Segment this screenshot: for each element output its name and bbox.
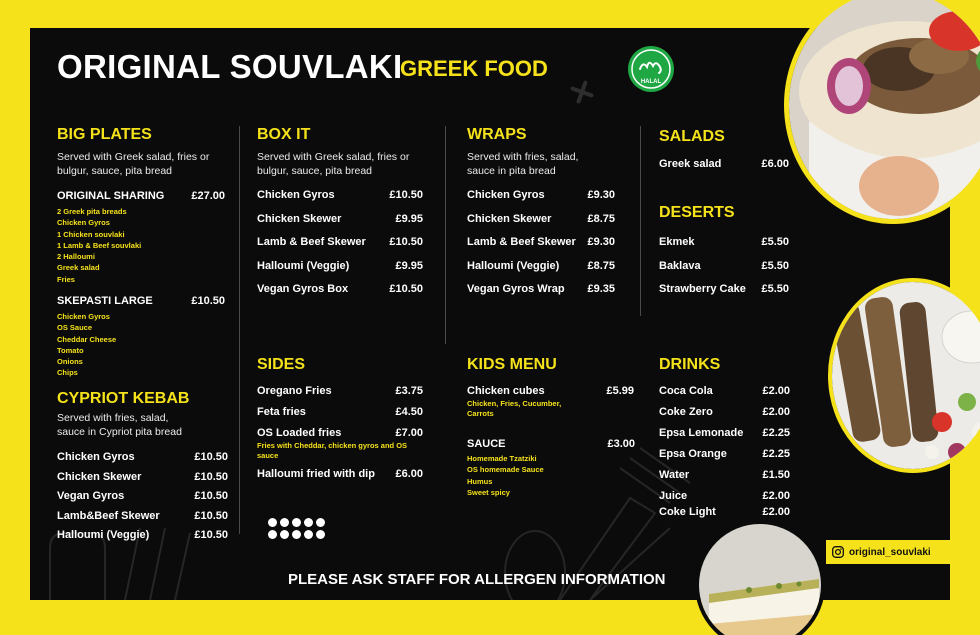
instagram-handle-text: original_souvlaki (849, 546, 931, 558)
salads-title: SALADS (659, 128, 725, 145)
item-name: Oregano Fries (257, 385, 332, 397)
menu-row (467, 283, 615, 307)
box-it-description: Served with Greek salad, fries or bulgur, sauce, pita bread (257, 151, 410, 177)
page-title: ORIGINAL SOUVLAKI (57, 48, 403, 85)
item-price: £2.00 (762, 506, 790, 518)
menu-row (659, 506, 790, 522)
menu-row (257, 406, 423, 427)
item-name: Strawberry Cake (659, 283, 746, 295)
cypriot-kebab-description: Served with fries, salad, sauce in Cypriot pita bread (57, 412, 182, 438)
sides-title: SIDES (257, 356, 306, 373)
column-divider (640, 126, 641, 316)
item-name: Vegan Gyros Box (257, 283, 349, 295)
plus-decoration-icon (569, 79, 595, 105)
menu-row (57, 529, 228, 549)
item-contents (57, 311, 225, 379)
item-name: Coke Light (659, 506, 716, 518)
box-it-title: BOX IT (257, 126, 311, 143)
item-name: Coke Zero (659, 406, 713, 418)
item-name: Coca Cola (659, 385, 713, 397)
content-line: 1 Chicken souvlaki (57, 229, 125, 239)
deserts-list (659, 236, 789, 307)
item-name: Epsa Orange (659, 448, 727, 460)
item-name: Chicken Skewer (57, 470, 142, 483)
item-contents (467, 453, 635, 498)
menu-row (467, 438, 635, 453)
kids-menu-list (467, 385, 634, 418)
item-price: £27.00 (191, 190, 225, 202)
menu-row (659, 236, 789, 260)
item-price: £10.50 (389, 189, 423, 201)
menu-row (659, 406, 790, 427)
item-price: £9.35 (587, 283, 615, 295)
menu-row (467, 236, 615, 260)
item-price: £2.00 (762, 406, 790, 418)
menu-row (57, 490, 228, 510)
menu-row (467, 260, 615, 284)
big-plates-item (57, 295, 225, 379)
box-it-list (257, 189, 423, 307)
item-price: £10.50 (194, 451, 228, 463)
item-price: £3.00 (607, 438, 635, 450)
item-name: Halloumi (Veggie) (467, 259, 560, 272)
item-price: £10.50 (194, 509, 228, 522)
menu-row (467, 189, 615, 213)
item-price: £4.50 (395, 406, 423, 418)
content-line: OS Sauce (57, 323, 93, 333)
item-price: £9.95 (395, 212, 423, 225)
item-price: £10.50 (389, 283, 423, 295)
wraps-list (467, 189, 615, 307)
big-plates-title: BIG PLATES (57, 126, 152, 143)
content-line: 2 Halloumi (57, 252, 95, 262)
instagram-icon (832, 546, 844, 558)
halal-label: HALAL (640, 79, 662, 85)
item-price: £2.25 (762, 448, 790, 460)
kids-menu-title: KIDS MENU (467, 356, 557, 373)
item-price: £5.50 (761, 283, 789, 295)
item-name: Halloumi fried with dip (257, 468, 375, 480)
content-line: 2 Greek pita breads (57, 207, 127, 216)
item-price: £10.50 (194, 470, 228, 483)
content-line: Greek salad (57, 263, 100, 273)
item-name: Chicken Skewer (257, 212, 342, 225)
column-divider (445, 126, 446, 344)
content-line: Chicken Gyros (57, 312, 110, 321)
content-line: Humus (467, 476, 493, 486)
item-name: Halloumi (Veggie) (257, 259, 350, 272)
item-price: £10.50 (194, 490, 228, 502)
item-price: £7.00 (395, 427, 423, 439)
item-price: £5.50 (761, 236, 789, 248)
content-line: Fries (57, 274, 75, 284)
item-name: Baklava (659, 259, 701, 272)
item-name: Ekmek (659, 236, 695, 248)
item-price: £6.00 (395, 468, 423, 480)
menu-row (57, 190, 225, 202)
instagram-handle[interactable] (826, 540, 950, 564)
content-line: Cheddar Cheese (57, 334, 117, 344)
item-name: Lamb&Beef Skewer (57, 509, 160, 522)
item-name: Epsa Lemonade (659, 427, 744, 439)
item-name: SAUCE (467, 438, 506, 450)
item-price: £2.00 (762, 385, 790, 397)
item-price: £9.30 (587, 236, 615, 248)
menu-row (659, 448, 790, 469)
menu-row (467, 385, 634, 399)
big-plates-description: Served with Greek salad, fries or bulgur, sauce, pita bread (57, 151, 210, 177)
content-line: Chips (57, 368, 78, 378)
item-price: £5.99 (606, 385, 634, 397)
sides-list (257, 385, 423, 489)
content-line: OS homemade Sauce (467, 465, 544, 475)
content-line: Homemade Tzatziki (467, 454, 537, 463)
cypriot-kebab-list (57, 451, 228, 549)
sauce-item (467, 438, 635, 498)
content-line: Chicken Gyros (57, 218, 110, 228)
item-name: Vegan Gyros (57, 490, 125, 502)
item-note: Fries with Cheddar, chicken gyros and OS sauce (257, 441, 408, 460)
item-name: Juice (659, 490, 688, 502)
menu-row (57, 451, 228, 471)
column-divider (239, 126, 240, 534)
menu-row (57, 471, 228, 491)
item-price: £2.25 (762, 427, 790, 439)
wraps-description: Served with fries, salad, sauce in pita bread (467, 151, 579, 177)
item-price: £2.00 (762, 490, 790, 502)
dots-pattern-icon (268, 518, 325, 539)
item-price: £3.75 (395, 385, 423, 397)
content-line: Onions (57, 357, 83, 367)
item-name: Lamb & Beef Skewer (467, 236, 576, 248)
content-line: Tomato (57, 345, 84, 355)
deserts-title: DESERTS (659, 204, 735, 221)
item-price: £10.50 (194, 529, 228, 541)
item-name: Lamb & Beef Skewer (257, 236, 366, 248)
item-contents (57, 206, 225, 285)
item-name: Chicken Gyros (57, 451, 135, 463)
item-name: SKEPASTI LARGE (57, 295, 153, 307)
menu-row (257, 189, 423, 213)
item-name: Halloumi (Veggie) (57, 529, 150, 541)
cypriot-kebab-title: CYPRIOT KEBAB (57, 390, 190, 407)
drinks-list (659, 385, 790, 522)
item-price: £6.00 (761, 158, 789, 170)
menu-row (659, 385, 790, 406)
menu-row (659, 283, 789, 307)
item-price: £10.50 (191, 295, 225, 307)
drinks-title: DRINKS (659, 356, 721, 373)
item-name: Chicken Gyros (257, 189, 335, 201)
menu-row (257, 236, 423, 260)
item-name: Chicken Skewer (467, 212, 552, 225)
big-plates-item (57, 190, 225, 285)
item-price: £9.30 (587, 189, 615, 201)
menu-row (257, 260, 423, 284)
item-name: Vegan Gyros Wrap (467, 283, 565, 295)
menu-row (257, 427, 423, 441)
menu-row (257, 385, 423, 406)
content-line: Sweet spicy (467, 487, 510, 497)
menu-row (659, 427, 790, 448)
item-price: £8.75 (587, 212, 615, 225)
item-price: £1.50 (762, 469, 790, 481)
menu-row (659, 158, 789, 170)
item-name: Water (659, 469, 690, 481)
item-note: Chicken, Fries, Cucumber, Carrots (467, 399, 562, 418)
menu-row (57, 510, 228, 530)
item-price: £5.50 (761, 259, 789, 272)
menu-row (257, 468, 423, 489)
menu-row (257, 213, 423, 237)
halal-icon (627, 45, 675, 93)
content-line: 1 Lamb & Beef souvlaki (57, 240, 142, 250)
item-price: £10.50 (389, 236, 423, 248)
item-name: OS Loaded fries (257, 427, 342, 439)
item-name: Greek salad (659, 158, 722, 170)
menu-row (659, 469, 790, 490)
wraps-title: WRAPS (467, 126, 527, 143)
item-name: Chicken Gyros (467, 189, 545, 201)
page-subtitle: GREEK FOOD (400, 56, 548, 81)
menu-row (257, 283, 423, 307)
menu-row (57, 295, 225, 307)
menu-row (467, 213, 615, 237)
menu-row (659, 490, 790, 506)
item-price: £8.75 (587, 259, 615, 272)
item-name: Chicken cubes (467, 385, 545, 397)
item-name: Feta fries (257, 406, 306, 418)
item-name: ORIGINAL SHARING (57, 190, 165, 202)
salads-list (659, 158, 789, 170)
menu-row (659, 260, 789, 284)
allergen-notice: PLEASE ASK STAFF FOR ALLERGEN INFORMATION (288, 571, 666, 588)
item-price: £9.95 (395, 259, 423, 272)
